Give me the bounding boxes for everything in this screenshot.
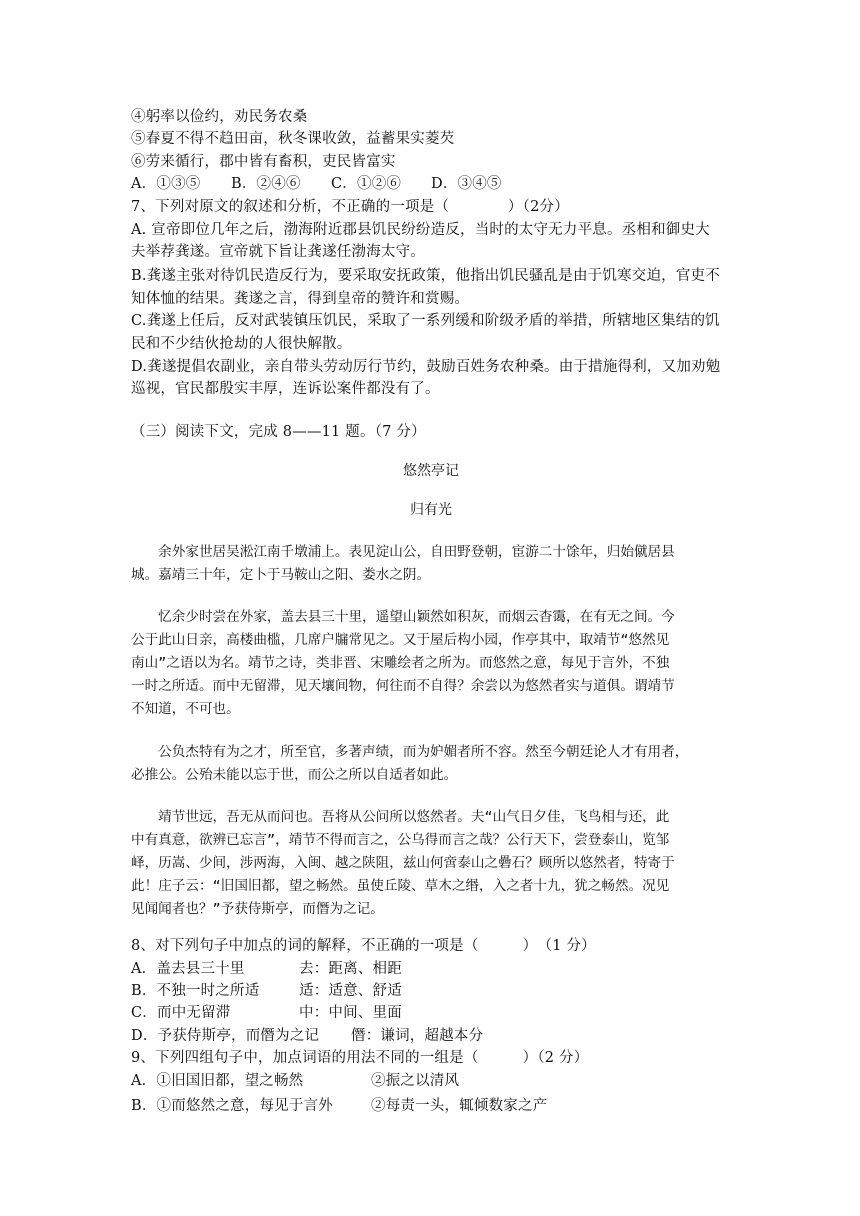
q6-item-4: ④躬率以俭约，劝民务农桑 <box>131 109 308 125</box>
passage-p4-line2: 中有真意，欲辨已忘言”，靖节不得而言之，公乌得而言之哉？公行天下，尝登泰山，览邹 <box>131 832 670 848</box>
q6-option-c: C．①②⑥ <box>331 176 402 192</box>
q7-option-c-line1: C.龚遂上任后，反对武装镇压饥民，采取了一系列缓和阶级矛盾的举措，所辖地区集结的饥 <box>131 313 720 329</box>
q7-option-a-line1: A. 宣帝即位几年之后，渤海附近郡县饥民纷纷造反，当时的太守无力平息。丞相和御史大 <box>131 222 710 238</box>
q8-option-a-gloss: 去：距离、相距 <box>299 961 402 977</box>
q7-option-c-line2: 民和不少结伙抢劫的人很快解散。 <box>131 336 352 352</box>
q6-option-b: B．②④⑥ <box>231 176 301 192</box>
q8-option-b <box>131 980 731 1002</box>
q8-option-d-sentence: D．予获侍斯亭，而僭为之记 <box>131 1028 320 1044</box>
passage-p2-line3: 南山”之语以为名。靖节之诗，类非晋、宋雕绘者之所为。而悠然之意，每见于言外，不独 <box>131 655 670 671</box>
q8-option-d <box>131 1025 731 1047</box>
q9-option-a <box>131 1070 731 1092</box>
q7-option-a-line2: 夫举荐龚遂。宣帝就下旨让龚遂任渤海太守。 <box>131 244 425 260</box>
q8-option-b-sentence: B．不独一时之所适 <box>131 983 260 999</box>
q7-option-b-line2: 知体恤的结果。龚遂之言，得到皇帝的赞许和赏赐。 <box>131 291 470 307</box>
q9-option-b <box>131 1095 731 1117</box>
q8-option-d-gloss: 僭：谦词，超越本分 <box>351 1028 484 1044</box>
passage-p2-line4: 一时之所适。而中无留滞，见天壤间物，何往而不自得？余尝以为悠然者实与道俱。谓靖节 <box>131 678 675 694</box>
passage-p2-line1: 忆余少时尝在外家，盖去县三十里，遥望山颖然如积灰，而烟云杳霭，在有无之间。今 <box>131 609 675 625</box>
q7-stem: 7、下列对原文的叙述和分析，不正确的一项是（ ）（2分） <box>131 199 569 215</box>
passage-p1-line1: 余外家世居吴淞江南千墩浦上。表见淀山公，自田野登朝，宦游二十馀年，归始僦居县 <box>131 544 675 560</box>
q6-option-a: A．①③⑤ <box>131 176 201 192</box>
q6-item-6: ⑥劳来循行，郡中皆有畜积，吏民皆富实 <box>131 154 396 170</box>
passage-p2-line2: 公于此山日亲，高楼曲槛，几席户牖常见之。又于屋后构小园，作亭其中，取靖节“悠然见 <box>131 632 670 648</box>
q8-option-a <box>131 958 731 980</box>
q8-option-b-gloss: 适：适意、舒适 <box>299 983 402 999</box>
passage-p3-line2: 必推公。公殆未能以忘于世，而公之所以自适者如此。 <box>131 767 458 783</box>
passage-p4-line1: 靖节世远，吾无从而问也。吾将从公问所以悠然者。夫“山气日夕佳，飞鸟相与还，此 <box>131 809 670 825</box>
q7-option-d-line1: D.龚遂提倡农副业，亲自带头劳动厉行节约，鼓励百姓务农种桑。由于措施得利，又加劝勉 <box>131 359 721 375</box>
q6-options <box>131 173 731 195</box>
q8-option-a-sentence: A．盖去县三十里 <box>131 961 245 977</box>
passage-author: 归有光 <box>410 502 452 518</box>
q9-stem: 9、下列四组句子中，加点词语的用法不同的一组是（ ）（2 分） <box>131 1050 589 1066</box>
q7-option-d-line2: 巡视，官民都殷实丰厚，连诉讼案件都没有了。 <box>131 381 440 397</box>
q6-option-d: D．③④⑤ <box>431 176 502 192</box>
q6-item-5: ⑤春夏不得不趋田亩，秋冬课收敛，益蓄果实菱芡 <box>131 131 455 147</box>
q9-option-b-part1: B．①而悠然之意，每见于言外 <box>131 1098 333 1114</box>
passage-p4-line4: 此！庄子云：“旧国旧都，望之畅然。虽使丘陵、草木之缗，入之者十九，犹之畅然。况见 <box>131 878 670 894</box>
q7-option-b-line1: B.龚遂主张对待饥民造反行为，要采取安抚政策，他指出饥民骚乱是由于饥寒交迫，官吏不 <box>131 268 720 284</box>
passage-p4-line3: 峄，历嵩、少间，涉两海，入闽、越之陕阻，兹山何啻泰山之礨石？顾所以悠然者，特寄于 <box>131 855 675 871</box>
passage-p3-line1: 公负杰特有为之才，所至官，多著声绩，而为妒媚者所不容。然至今朝廷论人才有用者， <box>131 744 689 760</box>
q8-option-c-sentence: C．而中无留滞 <box>131 1005 231 1021</box>
q9-option-b-part2: ②每责一头，辄倾数家之产 <box>371 1098 548 1114</box>
q8-option-c-gloss: 中：中间、里面 <box>299 1005 402 1021</box>
passage-title: 悠然亭记 <box>403 463 459 479</box>
passage-p1-line2: 城。嘉靖三十年，定卜于马鞍山之阳、娄水之阴。 <box>131 567 431 583</box>
q8-stem: 8、对下列句子中加点的词的解释，不正确的一项是（ ） （1 分） <box>131 938 596 954</box>
q9-option-a-part2: ②振之以清风 <box>371 1073 460 1089</box>
passage-p2-line5: 不知道，不可也。 <box>131 701 240 717</box>
q8-option-c <box>131 1002 731 1024</box>
passage-p4-line5: 见闻闻者也？”予获侍斯亭，而僭为之记。 <box>131 901 384 917</box>
section3-heading: （三）阅读下文，完成 8——11 题。（7 分） <box>131 424 426 440</box>
q9-option-a-part1: A．①旧国旧都，望之畅然 <box>131 1073 304 1089</box>
